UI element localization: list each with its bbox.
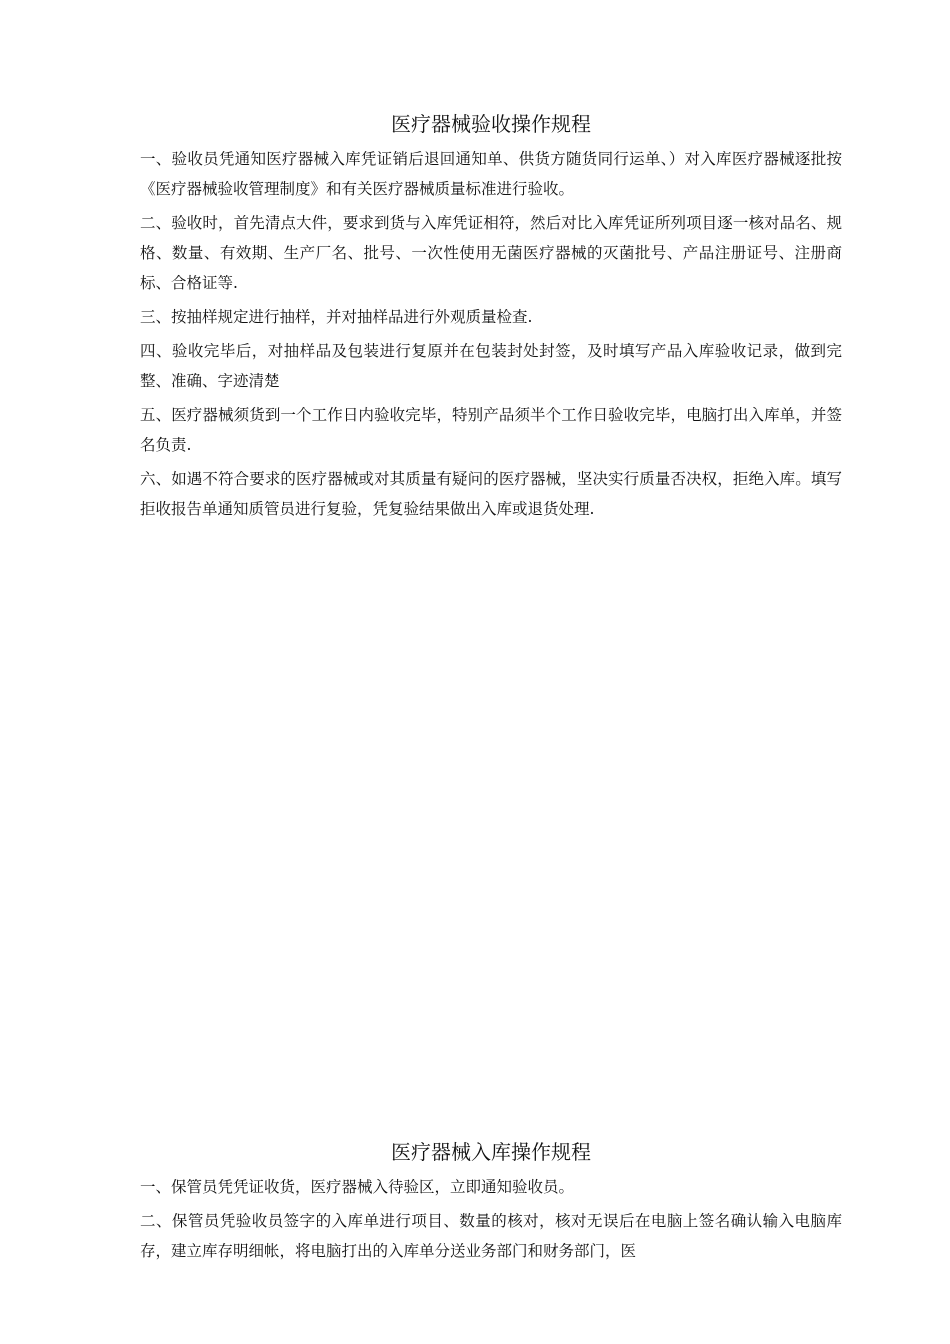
paragraph: 一、保管员凭凭证收货，医疗器械入待验区，立即通知验收员。	[140, 1178, 575, 1196]
document-title: 医疗器械入库操作规程	[391, 1140, 591, 1164]
paragraph: 二、保管员凭验收员签字的入库单进行项目、数量的核对，核对无误后在电脑上签名确认输入电脑库存，建立库存明细帐，将电脑打出的入库单分送业务部门和财务部门，医	[140, 1212, 842, 1260]
section-acceptance	[140, 110, 842, 528]
document-title: 医疗器械验收操作规程	[391, 112, 591, 136]
paragraph: 三、按抽样规定进行抽样，并对抽样品进行外观质量检查.	[140, 308, 533, 326]
paragraph: 二、验收时，首先清点大件，要求到货与入库凭证相符，然后对比入库凭证所列项目逐一核对品名、规格、数量、有效期、生产厂名、批号、一次性使用无菌医疗器械的灭菌批号、产品注册证号、注册商标、合格证等.	[140, 214, 842, 292]
paragraph: 四、验收完毕后，对抽样品及包装进行复原并在包装封处封签，及时填写产品入库验收记录，做到完整、准确、字迹清楚	[140, 342, 842, 390]
section-warehousing	[140, 1138, 842, 1270]
paragraph: 一、验收员凭通知医疗器械入库凭证销后退回通知单、供货方随货同行运单、）对入库医疗器械逐批按《医疗器械验收管理制度》和有关医疗器械质量标准进行验收。	[140, 150, 842, 198]
paragraph: 六、如遇不符合要求的医疗器械或对其质量有疑问的医疗器械，坚决实行质量否决权，拒绝入库。填写拒收报告单通知质管员进行复验，凭复验结果做出入库或退货处理.	[140, 470, 842, 518]
paragraph: 五、医疗器械须货到一个工作日内验收完毕，特别产品须半个工作日验收完毕，电脑打出入库单，并签名负责.	[140, 406, 842, 454]
